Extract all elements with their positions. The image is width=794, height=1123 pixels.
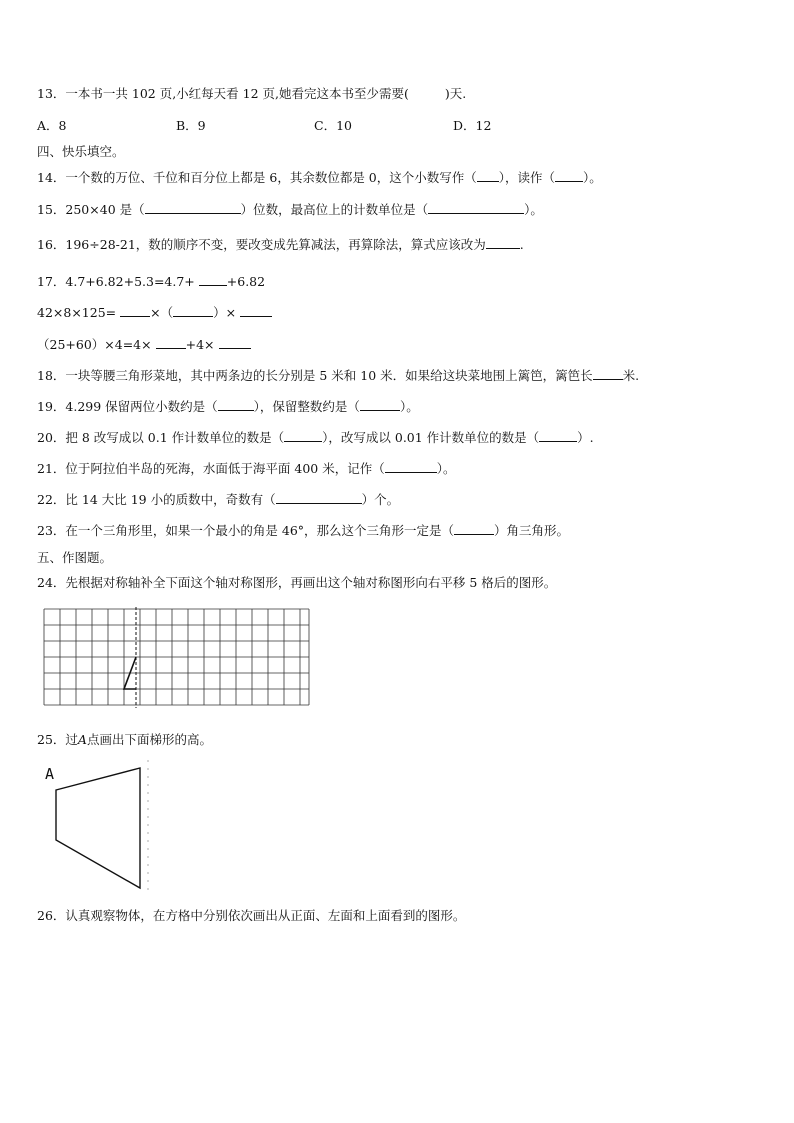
answer-blank-15b[interactable]: [428, 201, 524, 214]
question-17-line-2: [37, 303, 272, 321]
question-15-text-b: ）位数，最高位上的计数单位是（: [240, 202, 429, 217]
point-a-label: A: [77, 732, 87, 747]
option-c[interactable]: C．10: [314, 118, 352, 133]
question-13: [37, 84, 466, 102]
answer-blank-14b[interactable]: [555, 169, 583, 182]
answer-blank-17a[interactable]: [199, 273, 227, 286]
question-23-text-a: 23．在一个三角形里，如果一个最小的角是 46°，那么这个三角形一定是（: [37, 523, 455, 538]
question-19-text-c: ）。: [399, 399, 419, 414]
symmetry-grid-figure[interactable]: [42, 607, 312, 709]
section-5-heading: 五、作图题。: [37, 550, 113, 565]
answer-blank-19a[interactable]: [218, 398, 254, 411]
question-17-text-3b: +4×: [185, 337, 215, 352]
answer-blank-17d[interactable]: [240, 304, 272, 317]
question-17-line-3: [37, 335, 251, 353]
section-4-heading: 四、快乐填空。: [37, 144, 125, 159]
answer-blank-17f[interactable]: [219, 336, 251, 349]
question-25-text-a: 25．过: [37, 732, 78, 747]
trapezoid-vertex-a-label: A: [45, 765, 55, 783]
answer-blank-21[interactable]: [385, 460, 437, 473]
question-16-text-b: .: [519, 237, 524, 252]
question-18: [37, 366, 639, 384]
question-17-text-2b: ×（: [150, 305, 174, 320]
answer-blank-22[interactable]: [276, 491, 362, 504]
question-14-text-c: ）。: [583, 170, 602, 185]
answer-blank-19b[interactable]: [360, 398, 400, 411]
answer-blank-18[interactable]: [593, 367, 623, 380]
question-19: [37, 397, 419, 415]
question-24: 24．先根据对称轴补全下面这个轴对称图形，再画出这个轴对称图形向右平移 5 格后的图形。: [37, 575, 557, 590]
question-22-text-a: 22．比 14 大比 19 小的质数中，奇数有（: [37, 492, 276, 507]
question-18-text-b: 米.: [622, 368, 640, 383]
question-18-text-a: 18．一块等腰三角形菜地，其中两条边的长分别是 5 米和 10 米．如果给这块菜地围上篱笆，篱笆长: [37, 368, 593, 383]
option-b[interactable]: B．9: [176, 118, 206, 133]
question-21-text-b: ）。: [436, 461, 456, 476]
answer-blank-23[interactable]: [454, 522, 494, 535]
question-21: [37, 459, 455, 477]
question-22: [37, 490, 399, 508]
question-14: [37, 168, 602, 186]
question-17-text-2c: ）×: [213, 305, 237, 320]
question-25: [37, 730, 212, 748]
answer-blank-17c[interactable]: [173, 304, 213, 317]
option-a[interactable]: A．8: [37, 118, 67, 133]
answer-blank-16[interactable]: [486, 236, 520, 249]
question-23: [37, 521, 569, 539]
question-13-text-b: )天.: [444, 86, 467, 101]
answer-blank-20a[interactable]: [284, 429, 322, 442]
question-22-text-b: ）个。: [361, 492, 400, 507]
trapezoid-figure[interactable]: [40, 760, 160, 895]
answer-blank-17b[interactable]: [120, 304, 150, 317]
question-26: 26．认真观察物体，在方格中分别依次画出从正面、左面和上面看到的图形。: [37, 908, 466, 923]
answer-blank-14a[interactable]: [477, 169, 499, 182]
question-21-text-a: 21．位于阿拉伯半岛的死海，水面低于海平面 400 米，记作（: [37, 461, 385, 476]
question-19-text-a: 19．4.299 保留两位小数约是（: [37, 399, 218, 414]
question-20-text-a: 20．把 8 改写成以 0.1 作计数单位的数是（: [37, 430, 285, 445]
question-23-text-b: ）角三角形。: [494, 523, 570, 538]
answer-blank-15a[interactable]: [145, 201, 241, 214]
question-15: [37, 200, 543, 218]
question-15-text-c: ）。: [524, 202, 543, 217]
question-15-text-a: 15．250×40 是（: [37, 202, 145, 217]
question-17-text-1b: +6.82: [226, 274, 266, 289]
question-20-text-b: ），改写成以 0.01 作计数单位的数是（: [322, 430, 540, 445]
question-13-text-a: 13．一本书一共 102 页,小红每天看 12 页,她看完这本书至少需要(: [37, 86, 409, 101]
question-14-text-a: 14．一个数的万位、千位和百分位上都是 6，其余数位都是 0，这个小数写作（: [37, 170, 477, 185]
answer-blank-20b[interactable]: [539, 429, 577, 442]
question-17-text-3a: （25+60）×4=4×: [37, 337, 152, 352]
question-16: [37, 235, 524, 253]
question-20: [37, 428, 594, 446]
answer-blank-13[interactable]: [409, 86, 445, 98]
question-14-text-b: ），读作（: [498, 170, 556, 185]
answer-blank-17e[interactable]: [156, 336, 186, 349]
question-17-line-1: [37, 272, 265, 290]
question-19-text-b: ），保留整数约是（: [253, 399, 360, 414]
question-16-text-a: 16．196÷28-21，数的顺序不变，要改变成先算减法，再算除法，算式应该改为: [37, 237, 486, 252]
question-17-text-1a: 17．4.7+6.82+5.3=4.7+: [37, 274, 195, 289]
question-17-text-2a: 42×8×125=: [37, 305, 117, 320]
option-d[interactable]: D．12: [453, 118, 492, 133]
question-20-text-c: ）.: [577, 430, 594, 445]
question-25-text-b: 点画出下面梯形的高。: [86, 732, 212, 747]
